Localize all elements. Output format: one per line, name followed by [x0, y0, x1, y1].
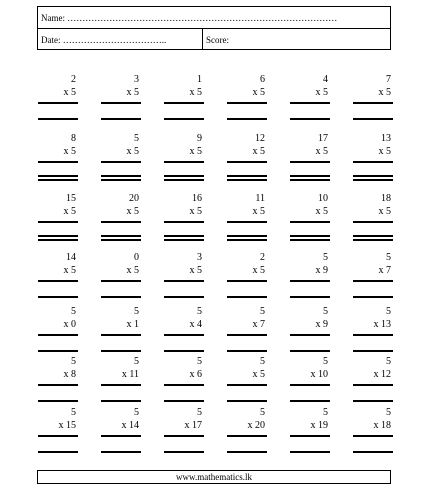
multiplier: x 5: [315, 146, 328, 157]
multiplicand: 6: [260, 74, 265, 85]
answer-line: [164, 179, 204, 181]
answer-line: [164, 451, 204, 453]
multiplicand: 5: [134, 306, 139, 317]
operator-line: [164, 102, 204, 104]
operator-line: [353, 435, 393, 437]
answer-line: [353, 179, 393, 181]
answer-line: [38, 235, 78, 237]
multiplicand: 5: [197, 407, 202, 418]
answer-line: [290, 400, 330, 402]
multiplicand: 5: [71, 306, 76, 317]
multiplier: x 11: [121, 369, 139, 380]
answer-line: [290, 239, 330, 241]
multiplicand: 5: [197, 306, 202, 317]
answer-line: [38, 118, 78, 120]
answer-line: [353, 296, 393, 298]
multiplicand: 1: [197, 74, 202, 85]
answer-line: [227, 350, 267, 352]
multiplier: x 14: [121, 420, 139, 431]
problem-cell: [290, 408, 334, 468]
multiplicand: 3: [134, 74, 139, 85]
answer-line: [38, 296, 78, 298]
operator-line: [101, 384, 141, 386]
answer-line: [101, 175, 141, 177]
operator-line: [353, 280, 393, 282]
multiplier: x 9: [315, 265, 328, 276]
operator-line: [164, 384, 204, 386]
multiplier: x 5: [378, 146, 391, 157]
answer-line: [164, 239, 204, 241]
answer-line: [353, 118, 393, 120]
multiplier: x 5: [252, 146, 265, 157]
multiplicand: 5: [260, 407, 265, 418]
multiplicand: 5: [386, 407, 391, 418]
answer-line: [164, 350, 204, 352]
operator-line: [290, 102, 330, 104]
multiplicand: 10: [318, 193, 328, 204]
multiplicand: 7: [386, 74, 391, 85]
multiplicand: 5: [386, 356, 391, 367]
operator-line: [353, 384, 393, 386]
multiplier: x 6: [189, 369, 202, 380]
multiplier: x 20: [247, 420, 265, 431]
problem-cell: [38, 194, 82, 254]
multiplicand: 5: [323, 306, 328, 317]
multiplicand: 18: [381, 193, 391, 204]
problem-cell: [353, 194, 397, 254]
answer-line: [38, 400, 78, 402]
multiplier: x 12: [373, 369, 391, 380]
problem-cell: [101, 75, 145, 135]
multiplier: x 0: [63, 319, 76, 330]
operator-line: [353, 161, 393, 163]
answer-line: [38, 350, 78, 352]
multiplier: x 7: [378, 265, 391, 276]
answer-line: [353, 400, 393, 402]
multiplier: x 5: [189, 206, 202, 217]
operator-line: [164, 334, 204, 336]
operator-line: [38, 161, 78, 163]
answer-line: [101, 400, 141, 402]
multiplier: x 1: [126, 319, 139, 330]
multiplier: x 5: [126, 206, 139, 217]
answer-line: [38, 175, 78, 177]
answer-line: [164, 296, 204, 298]
answer-line: [290, 118, 330, 120]
problem-cell: [38, 134, 82, 194]
multiplier: x 15: [58, 420, 76, 431]
problem-cell: [164, 134, 208, 194]
multiplier: x 10: [310, 369, 328, 380]
problem-cell: [227, 134, 271, 194]
operator-line: [227, 161, 267, 163]
answer-line: [353, 239, 393, 241]
answer-line: [164, 235, 204, 237]
answer-line: [290, 179, 330, 181]
operator-line: [101, 334, 141, 336]
multiplicand: 5: [260, 306, 265, 317]
multiplicand: 5: [71, 356, 76, 367]
score-field: Score:: [206, 35, 229, 45]
multiplicand: 14: [66, 252, 76, 263]
multiplicand: 9: [197, 133, 202, 144]
multiplicand: 0: [134, 252, 139, 263]
multiplicand: 8: [71, 133, 76, 144]
multiplier: x 5: [315, 87, 328, 98]
multiplicand: 5: [386, 306, 391, 317]
multiplier: x 5: [378, 87, 391, 98]
operator-line: [227, 280, 267, 282]
multiplicand: 13: [381, 133, 391, 144]
problem-cell: [101, 134, 145, 194]
multiplier: x 5: [63, 206, 76, 217]
answer-line: [101, 451, 141, 453]
worksheet-header: [37, 6, 391, 50]
answer-line: [290, 350, 330, 352]
multiplicand: 15: [66, 193, 76, 204]
multiplicand: 5: [323, 407, 328, 418]
answer-line: [227, 296, 267, 298]
answer-line: [290, 235, 330, 237]
multiplier: x 5: [126, 265, 139, 276]
answer-line: [101, 296, 141, 298]
multiplicand: 4: [323, 74, 328, 85]
problem-cell: [290, 253, 334, 313]
answer-line: [353, 175, 393, 177]
operator-line: [290, 161, 330, 163]
multiplicand: 5: [323, 252, 328, 263]
multiplicand: 3: [197, 252, 202, 263]
operator-line: [353, 221, 393, 223]
operator-line: [227, 384, 267, 386]
answer-line: [38, 239, 78, 241]
problem-cell: [227, 408, 271, 468]
answer-line: [227, 235, 267, 237]
operator-line: [164, 161, 204, 163]
problem-cell: [290, 134, 334, 194]
multiplier: x 8: [63, 369, 76, 380]
multiplier: x 5: [189, 87, 202, 98]
date-score-row: [38, 29, 390, 50]
problem-cell: [227, 253, 271, 313]
operator-line: [38, 102, 78, 104]
multiplier: x 19: [310, 420, 328, 431]
problem-cell: [38, 75, 82, 135]
answer-line: [353, 235, 393, 237]
operator-line: [38, 435, 78, 437]
multiplier: x 5: [315, 206, 328, 217]
multiplicand: 5: [323, 356, 328, 367]
operator-line: [290, 334, 330, 336]
operator-line: [38, 334, 78, 336]
answer-line: [353, 451, 393, 453]
multiplicand: 16: [192, 193, 202, 204]
operator-line: [290, 435, 330, 437]
problem-cell: [101, 253, 145, 313]
multiplier: x 4: [189, 319, 202, 330]
problem-cell: [290, 194, 334, 254]
multiplier: x 9: [315, 319, 328, 330]
answer-line: [101, 235, 141, 237]
multiplier: x 13: [373, 319, 391, 330]
multiplicand: 2: [71, 74, 76, 85]
answer-line: [353, 350, 393, 352]
operator-line: [101, 161, 141, 163]
operator-line: [290, 384, 330, 386]
multiplicand: 17: [318, 133, 328, 144]
operator-line: [290, 280, 330, 282]
multiplicand: 5: [197, 356, 202, 367]
answer-line: [290, 451, 330, 453]
problem-cell: [101, 408, 145, 468]
multiplier: x 5: [63, 87, 76, 98]
answer-line: [164, 118, 204, 120]
answer-line: [227, 118, 267, 120]
answer-line: [227, 451, 267, 453]
answer-line: [227, 239, 267, 241]
problem-cell: [164, 194, 208, 254]
operator-line: [101, 102, 141, 104]
problem-cell: [353, 134, 397, 194]
multiplier: x 5: [252, 206, 265, 217]
problem-cell: [164, 253, 208, 313]
multiplicand: 5: [134, 356, 139, 367]
multiplier: x 18: [373, 420, 391, 431]
multiplier: x 5: [126, 87, 139, 98]
multiplicand: 2: [260, 252, 265, 263]
multiplicand: 11: [255, 193, 265, 204]
operator-line: [164, 435, 204, 437]
answer-line: [101, 239, 141, 241]
answer-line: [227, 175, 267, 177]
operator-line: [353, 334, 393, 336]
operator-line: [101, 280, 141, 282]
answer-line: [164, 400, 204, 402]
answer-line: [290, 296, 330, 298]
problem-cell: [38, 253, 82, 313]
operator-line: [38, 221, 78, 223]
answer-line: [227, 179, 267, 181]
answer-line: [101, 118, 141, 120]
multiplier: x 5: [252, 87, 265, 98]
problem-cell: [38, 408, 82, 468]
problem-cell: [290, 75, 334, 135]
multiplicand: 5: [134, 407, 139, 418]
operator-line: [227, 102, 267, 104]
answer-line: [38, 451, 78, 453]
multiplier: x 5: [252, 369, 265, 380]
multiplier: x 5: [189, 146, 202, 157]
problem-cell: [353, 253, 397, 313]
operator-line: [164, 280, 204, 282]
problem-cell: [164, 408, 208, 468]
answer-line: [101, 179, 141, 181]
multiplier: x 7: [252, 319, 265, 330]
operator-line: [101, 221, 141, 223]
multiplicand: 20: [129, 193, 139, 204]
date-field: Date: ……………………………..: [38, 29, 203, 50]
multiplier: x 5: [63, 265, 76, 276]
problem-cell: [353, 408, 397, 468]
multiplicand: 5: [134, 133, 139, 144]
multiplier: x 5: [252, 265, 265, 276]
operator-line: [164, 221, 204, 223]
operator-line: [353, 102, 393, 104]
answer-line: [164, 175, 204, 177]
name-field: Name: ………………………………………………………………………………: [38, 7, 390, 29]
multiplier: x 5: [126, 146, 139, 157]
answer-line: [227, 400, 267, 402]
footer-website: www.mathematics.lk: [37, 470, 391, 484]
operator-line: [38, 384, 78, 386]
operator-line: [290, 221, 330, 223]
multiplicand: 12: [255, 133, 265, 144]
multiplier: x 5: [63, 146, 76, 157]
operator-line: [101, 435, 141, 437]
answer-line: [290, 175, 330, 177]
problem-cell: [353, 75, 397, 135]
multiplicand: 5: [260, 356, 265, 367]
multiplicand: 5: [71, 407, 76, 418]
answer-line: [101, 350, 141, 352]
problem-cell: [164, 75, 208, 135]
problem-cell: [227, 75, 271, 135]
problem-cell: [101, 194, 145, 254]
multiplier: x 17: [184, 420, 202, 431]
operator-line: [38, 280, 78, 282]
multiplier: x 5: [189, 265, 202, 276]
operator-line: [227, 334, 267, 336]
multiplier: x 5: [378, 206, 391, 217]
answer-line: [38, 179, 78, 181]
operator-line: [227, 435, 267, 437]
operator-line: [227, 221, 267, 223]
multiplicand: 5: [386, 252, 391, 263]
problem-cell: [227, 194, 271, 254]
